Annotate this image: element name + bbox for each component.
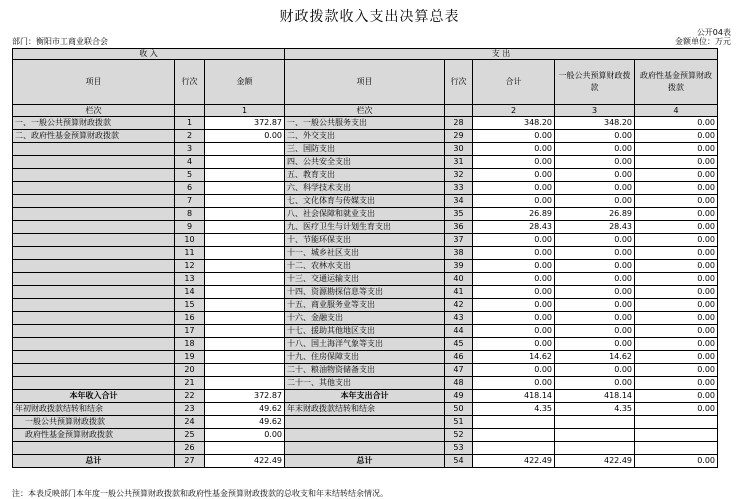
expense-row-no-cell: 38 (445, 247, 473, 260)
expense-total-cell: 0.00 (473, 234, 555, 247)
expense-total-cell: 0.00 (473, 299, 555, 312)
income-item-cell (13, 377, 175, 390)
table-row (13, 169, 718, 182)
expense-item-cell: 一、一般公共服务支出 (285, 117, 445, 130)
income-amount-cell (205, 260, 285, 273)
report-title: 财政拨款收入支出决算总表 (279, 9, 460, 25)
expense-row-no-cell: 52 (445, 429, 473, 442)
income-item-cell (13, 299, 175, 312)
expense-total-cell (473, 429, 555, 442)
general-budget-cell: 0.00 (555, 130, 635, 143)
table-row (13, 312, 718, 325)
table-row (13, 390, 718, 403)
general-budget-cell: 0.00 (555, 377, 635, 390)
income-item-cell (13, 182, 175, 195)
expense-row-no-cell: 42 (445, 299, 473, 312)
col-header-item: 项目 (13, 60, 175, 105)
expense-row-no-cell: 35 (445, 208, 473, 221)
index-blank-2 (445, 105, 473, 117)
table-row (13, 156, 718, 169)
income-amount-cell (205, 299, 285, 312)
general-budget-cell: 0.00 (555, 169, 635, 182)
income-section-label: 收 入 (13, 49, 285, 60)
table-row (13, 221, 718, 234)
income-amount-cell: 49.62 (205, 416, 285, 429)
income-row-no-cell: 22 (175, 390, 205, 403)
expense-item-cell: 总计 (285, 455, 445, 468)
expense-total-cell: 0.00 (473, 143, 555, 156)
table-row (13, 429, 718, 442)
col-header-row-no-2: 行次 (445, 60, 473, 105)
expense-total-cell: 0.00 (473, 182, 555, 195)
income-item-cell (13, 260, 175, 273)
table-row (13, 377, 718, 390)
general-budget-cell: 28.43 (555, 221, 635, 234)
expense-row-no-cell: 46 (445, 351, 473, 364)
expense-row-no-cell: 44 (445, 325, 473, 338)
general-budget-cell: 0.00 (555, 273, 635, 286)
income-row-no-cell: 19 (175, 351, 205, 364)
expense-row-no-cell: 37 (445, 234, 473, 247)
income-item-cell (13, 325, 175, 338)
expense-total-cell: 0.00 (473, 377, 555, 390)
income-item-cell (13, 442, 175, 455)
expense-row-no-cell: 41 (445, 286, 473, 299)
expense-row-no-cell: 40 (445, 273, 473, 286)
income-amount-cell (205, 273, 285, 286)
general-budget-cell: 0.00 (555, 364, 635, 377)
general-budget-cell: 0.00 (555, 338, 635, 351)
col-header-fund-budget: 政府性基金预算财政拨款 (635, 60, 718, 105)
table-row (13, 130, 718, 143)
income-item-cell: 政府性基金预算财政拨款 (13, 429, 175, 442)
unit-label: 金额单位：万元 (675, 37, 731, 46)
income-item-cell: 二、政府性基金预算财政拨款 (13, 130, 175, 143)
col-header-item-2: 项目 (285, 60, 445, 105)
general-budget-cell (555, 416, 635, 429)
income-item-cell (13, 273, 175, 286)
income-amount-cell (205, 169, 285, 182)
fund-budget-cell: 0.00 (635, 351, 718, 364)
fund-budget-cell: 0.00 (635, 169, 718, 182)
expense-total-cell: 0.00 (473, 338, 555, 351)
fund-budget-cell: 0.00 (635, 247, 718, 260)
fund-budget-cell: 0.00 (635, 182, 718, 195)
index-label-left: 栏次 (13, 105, 175, 117)
expense-item-cell: 十七、援助其他地区支出 (285, 325, 445, 338)
income-item-cell (13, 195, 175, 208)
expense-total-cell: 0.00 (473, 195, 555, 208)
income-amount-cell: 372.87 (205, 117, 285, 130)
income-amount-cell: 0.00 (205, 130, 285, 143)
table-row (13, 416, 718, 429)
income-amount-cell (205, 351, 285, 364)
table-row (13, 403, 718, 416)
index-blank (175, 105, 205, 117)
income-item-cell (13, 351, 175, 364)
table-row (13, 442, 718, 455)
expense-row-no-cell: 53 (445, 442, 473, 455)
col-header-amount: 金额 (205, 60, 285, 105)
fund-budget-cell: 0.00 (635, 195, 718, 208)
expense-row-no-cell: 51 (445, 416, 473, 429)
table-row (13, 143, 718, 156)
expense-total-cell: 0.00 (473, 312, 555, 325)
fund-budget-cell: 0.00 (635, 260, 718, 273)
general-budget-cell: 0.00 (555, 195, 635, 208)
income-row-no-cell: 18 (175, 338, 205, 351)
fund-budget-cell (635, 429, 718, 442)
income-row-no-cell: 21 (175, 377, 205, 390)
expense-item-cell: 年末财政拨款结转和结余 (285, 403, 445, 416)
fund-budget-cell: 0.00 (635, 130, 718, 143)
income-amount-cell (205, 221, 285, 234)
income-amount-cell (205, 377, 285, 390)
income-row-no-cell: 23 (175, 403, 205, 416)
table-row (13, 273, 718, 286)
index-col-4: 4 (635, 105, 718, 117)
income-amount-cell (205, 208, 285, 221)
expense-total-cell: 4.35 (473, 403, 555, 416)
expense-row-no-cell: 30 (445, 143, 473, 156)
expense-section-label: 支 出 (285, 49, 718, 60)
expense-item-cell: 十三、交通运输支出 (285, 273, 445, 286)
expense-total-cell: 0.00 (473, 286, 555, 299)
expense-item-cell: 十五、商业服务业等支出 (285, 299, 445, 312)
expense-item-cell: 十一、城乡社区支出 (285, 247, 445, 260)
table-row (13, 208, 718, 221)
expense-item-cell: 五、教育支出 (285, 169, 445, 182)
income-item-cell (13, 364, 175, 377)
expense-item-cell: 八、社会保障和就业支出 (285, 208, 445, 221)
income-row-no-cell: 13 (175, 273, 205, 286)
expense-item-cell: 本年支出合计 (285, 390, 445, 403)
income-item-cell: 一般公共预算财政拨款 (13, 416, 175, 429)
income-amount-cell (205, 234, 285, 247)
fund-budget-cell: 0.00 (635, 143, 718, 156)
general-budget-cell: 348.20 (555, 117, 635, 130)
general-budget-cell: 0.00 (555, 234, 635, 247)
col-header-row-no: 行次 (175, 60, 205, 105)
expense-item-cell: 二十一、其他支出 (285, 377, 445, 390)
income-item-cell: 总计 (13, 455, 175, 468)
expense-total-cell: 0.00 (473, 169, 555, 182)
fund-budget-cell: 0.00 (635, 390, 718, 403)
index-label-right: 栏次 (285, 105, 445, 117)
expense-row-no-cell: 34 (445, 195, 473, 208)
income-row-no-cell: 6 (175, 182, 205, 195)
fund-budget-cell: 0.00 (635, 234, 718, 247)
income-item-cell (13, 312, 175, 325)
income-amount-cell (205, 247, 285, 260)
expense-total-cell: 0.00 (473, 156, 555, 169)
table-row (13, 364, 718, 377)
expense-item-cell: 十八、国土海洋气象等支出 (285, 338, 445, 351)
income-row-no-cell: 26 (175, 442, 205, 455)
expense-item-cell: 二十、粮油物资储备支出 (285, 364, 445, 377)
income-row-no-cell: 1 (175, 117, 205, 130)
income-row-no-cell: 7 (175, 195, 205, 208)
income-item-cell (13, 208, 175, 221)
expense-item-cell: 九、医疗卫生与计划生育支出 (285, 221, 445, 234)
department-label: 部门：衡阳市工商业联合会 (12, 37, 108, 46)
income-amount-cell (205, 156, 285, 169)
index-col-2: 2 (473, 105, 555, 117)
table-row (13, 286, 718, 299)
fund-budget-cell: 0.00 (635, 312, 718, 325)
general-budget-cell: 0.00 (555, 325, 635, 338)
income-item-cell: 一、一般公共预算财政拨款 (13, 117, 175, 130)
income-amount-cell (205, 182, 285, 195)
expense-item-cell: 十六、金融支出 (285, 312, 445, 325)
income-row-no-cell: 15 (175, 299, 205, 312)
table-row (13, 325, 718, 338)
income-amount-cell (205, 312, 285, 325)
expense-item-cell: 十九、住房保障支出 (285, 351, 445, 364)
expense-item-cell: 十二、农林水支出 (285, 260, 445, 273)
index-col-1: 1 (205, 105, 285, 117)
expense-row-no-cell: 49 (445, 390, 473, 403)
income-row-no-cell: 27 (175, 455, 205, 468)
table-row (13, 299, 718, 312)
income-amount-cell (205, 338, 285, 351)
income-row-no-cell: 4 (175, 156, 205, 169)
expense-item-cell: 三、国防支出 (285, 143, 445, 156)
expense-row-no-cell: 45 (445, 338, 473, 351)
expense-total-cell: 0.00 (473, 260, 555, 273)
income-amount-cell (205, 143, 285, 156)
income-row-no-cell: 10 (175, 234, 205, 247)
table-row (13, 195, 718, 208)
expense-total-cell (473, 416, 555, 429)
income-amount-cell (205, 364, 285, 377)
general-budget-cell: 422.49 (555, 455, 635, 468)
income-amount-cell: 49.62 (205, 403, 285, 416)
expense-item-cell (285, 416, 445, 429)
general-budget-cell: 0.00 (555, 247, 635, 260)
fund-budget-cell: 0.00 (635, 403, 718, 416)
fund-budget-cell: 0.00 (635, 377, 718, 390)
expense-row-no-cell: 47 (445, 364, 473, 377)
income-row-no-cell: 12 (175, 260, 205, 273)
general-budget-cell: 26.89 (555, 208, 635, 221)
expense-total-cell: 26.89 (473, 208, 555, 221)
income-row-no-cell: 20 (175, 364, 205, 377)
fund-budget-cell: 0.00 (635, 117, 718, 130)
table-row (13, 338, 718, 351)
expense-total-cell: 0.00 (473, 273, 555, 286)
income-amount-cell: 0.00 (205, 429, 285, 442)
general-budget-cell: 0.00 (555, 299, 635, 312)
index-col-3: 3 (555, 105, 635, 117)
fund-budget-cell: 0.00 (635, 325, 718, 338)
fund-budget-cell: 0.00 (635, 156, 718, 169)
income-row-no-cell: 14 (175, 286, 205, 299)
income-item-cell (13, 338, 175, 351)
fund-budget-cell: 0.00 (635, 338, 718, 351)
expense-item-cell (285, 442, 445, 455)
footnote: 注：本表反映部门本年度一般公共预算财政拨款和政府性基金预算财政拨款的总收支和年末结转结余情况。 (12, 489, 388, 498)
expense-row-no-cell: 50 (445, 403, 473, 416)
expense-total-cell: 0.00 (473, 130, 555, 143)
expense-item-cell: 六、科学技术支出 (285, 182, 445, 195)
expense-item-cell: 四、公共安全支出 (285, 156, 445, 169)
expense-total-cell: 28.43 (473, 221, 555, 234)
income-amount-cell: 422.49 (205, 455, 285, 468)
general-budget-cell: 0.00 (555, 312, 635, 325)
fund-budget-cell: 0.00 (635, 364, 718, 377)
expense-total-cell: 0.00 (473, 247, 555, 260)
income-row-no-cell: 16 (175, 312, 205, 325)
expense-item-cell: 二、外交支出 (285, 130, 445, 143)
table-row (13, 117, 718, 130)
expense-item-cell: 十、节能环保支出 (285, 234, 445, 247)
fund-budget-cell: 0.00 (635, 299, 718, 312)
fund-budget-cell: 0.00 (635, 455, 718, 468)
income-row-no-cell: 5 (175, 169, 205, 182)
income-row-no-cell: 11 (175, 247, 205, 260)
income-item-cell: 本年收入合计 (13, 390, 175, 403)
table-row (13, 455, 718, 468)
income-item-cell: 年初财政拨款结转和结余 (13, 403, 175, 416)
column-header-row (13, 60, 718, 105)
income-amount-cell (205, 325, 285, 338)
general-budget-cell (555, 429, 635, 442)
expense-row-no-cell: 31 (445, 156, 473, 169)
expense-row-no-cell: 54 (445, 455, 473, 468)
income-amount-cell (205, 442, 285, 455)
expense-row-no-cell: 43 (445, 312, 473, 325)
expense-row-no-cell: 29 (445, 130, 473, 143)
income-item-cell (13, 247, 175, 260)
expense-row-no-cell: 48 (445, 377, 473, 390)
fund-budget-cell: 0.00 (635, 273, 718, 286)
income-row-no-cell: 8 (175, 208, 205, 221)
expense-item-cell (285, 429, 445, 442)
col-header-general-budget: 一般公共预算财政拨款 (555, 60, 635, 105)
income-row-no-cell: 2 (175, 130, 205, 143)
expense-total-cell: 14.62 (473, 351, 555, 364)
table-row (13, 351, 718, 364)
income-item-cell (13, 286, 175, 299)
income-row-no-cell: 9 (175, 221, 205, 234)
form-code: 公开04表 (696, 28, 731, 37)
expense-total-cell: 0.00 (473, 364, 555, 377)
expense-row-no-cell: 36 (445, 221, 473, 234)
income-row-no-cell: 25 (175, 429, 205, 442)
income-row-no-cell: 3 (175, 143, 205, 156)
income-item-cell (13, 169, 175, 182)
general-budget-cell: 0.00 (555, 260, 635, 273)
expense-total-cell (473, 442, 555, 455)
income-item-cell (13, 143, 175, 156)
fund-budget-cell: 0.00 (635, 221, 718, 234)
general-budget-cell: 0.00 (555, 182, 635, 195)
general-budget-cell: 0.00 (555, 143, 635, 156)
income-amount-cell (205, 286, 285, 299)
table-row (13, 234, 718, 247)
fund-budget-cell (635, 442, 718, 455)
general-budget-cell: 418.14 (555, 390, 635, 403)
fund-budget-cell: 0.00 (635, 208, 718, 221)
expense-item-cell: 十四、资源勘探信息等支出 (285, 286, 445, 299)
expense-row-no-cell: 39 (445, 260, 473, 273)
expense-total-cell: 422.49 (473, 455, 555, 468)
fund-budget-cell: 0.00 (635, 286, 718, 299)
table-row (13, 182, 718, 195)
fund-budget-cell (635, 416, 718, 429)
table-row (13, 247, 718, 260)
column-index-row (13, 105, 718, 117)
income-item-cell (13, 221, 175, 234)
general-budget-cell: 0.00 (555, 286, 635, 299)
col-header-total: 合计 (473, 60, 555, 105)
expense-total-cell: 0.00 (473, 325, 555, 338)
expense-item-cell: 七、文化体育与传媒支出 (285, 195, 445, 208)
expense-row-no-cell: 32 (445, 169, 473, 182)
income-row-no-cell: 17 (175, 325, 205, 338)
general-budget-cell: 4.35 (555, 403, 635, 416)
general-budget-cell: 14.62 (555, 351, 635, 364)
income-item-cell (13, 156, 175, 169)
income-item-cell (13, 234, 175, 247)
expense-total-cell: 348.20 (473, 117, 555, 130)
income-amount-cell (205, 195, 285, 208)
section-header-row (13, 49, 718, 60)
table-row (13, 260, 718, 273)
income-amount-cell: 372.87 (205, 390, 285, 403)
general-budget-cell: 0.00 (555, 156, 635, 169)
income-row-no-cell: 24 (175, 416, 205, 429)
budget-summary-table (12, 48, 718, 468)
expense-total-cell: 418.14 (473, 390, 555, 403)
general-budget-cell (555, 442, 635, 455)
expense-row-no-cell: 28 (445, 117, 473, 130)
expense-row-no-cell: 33 (445, 182, 473, 195)
